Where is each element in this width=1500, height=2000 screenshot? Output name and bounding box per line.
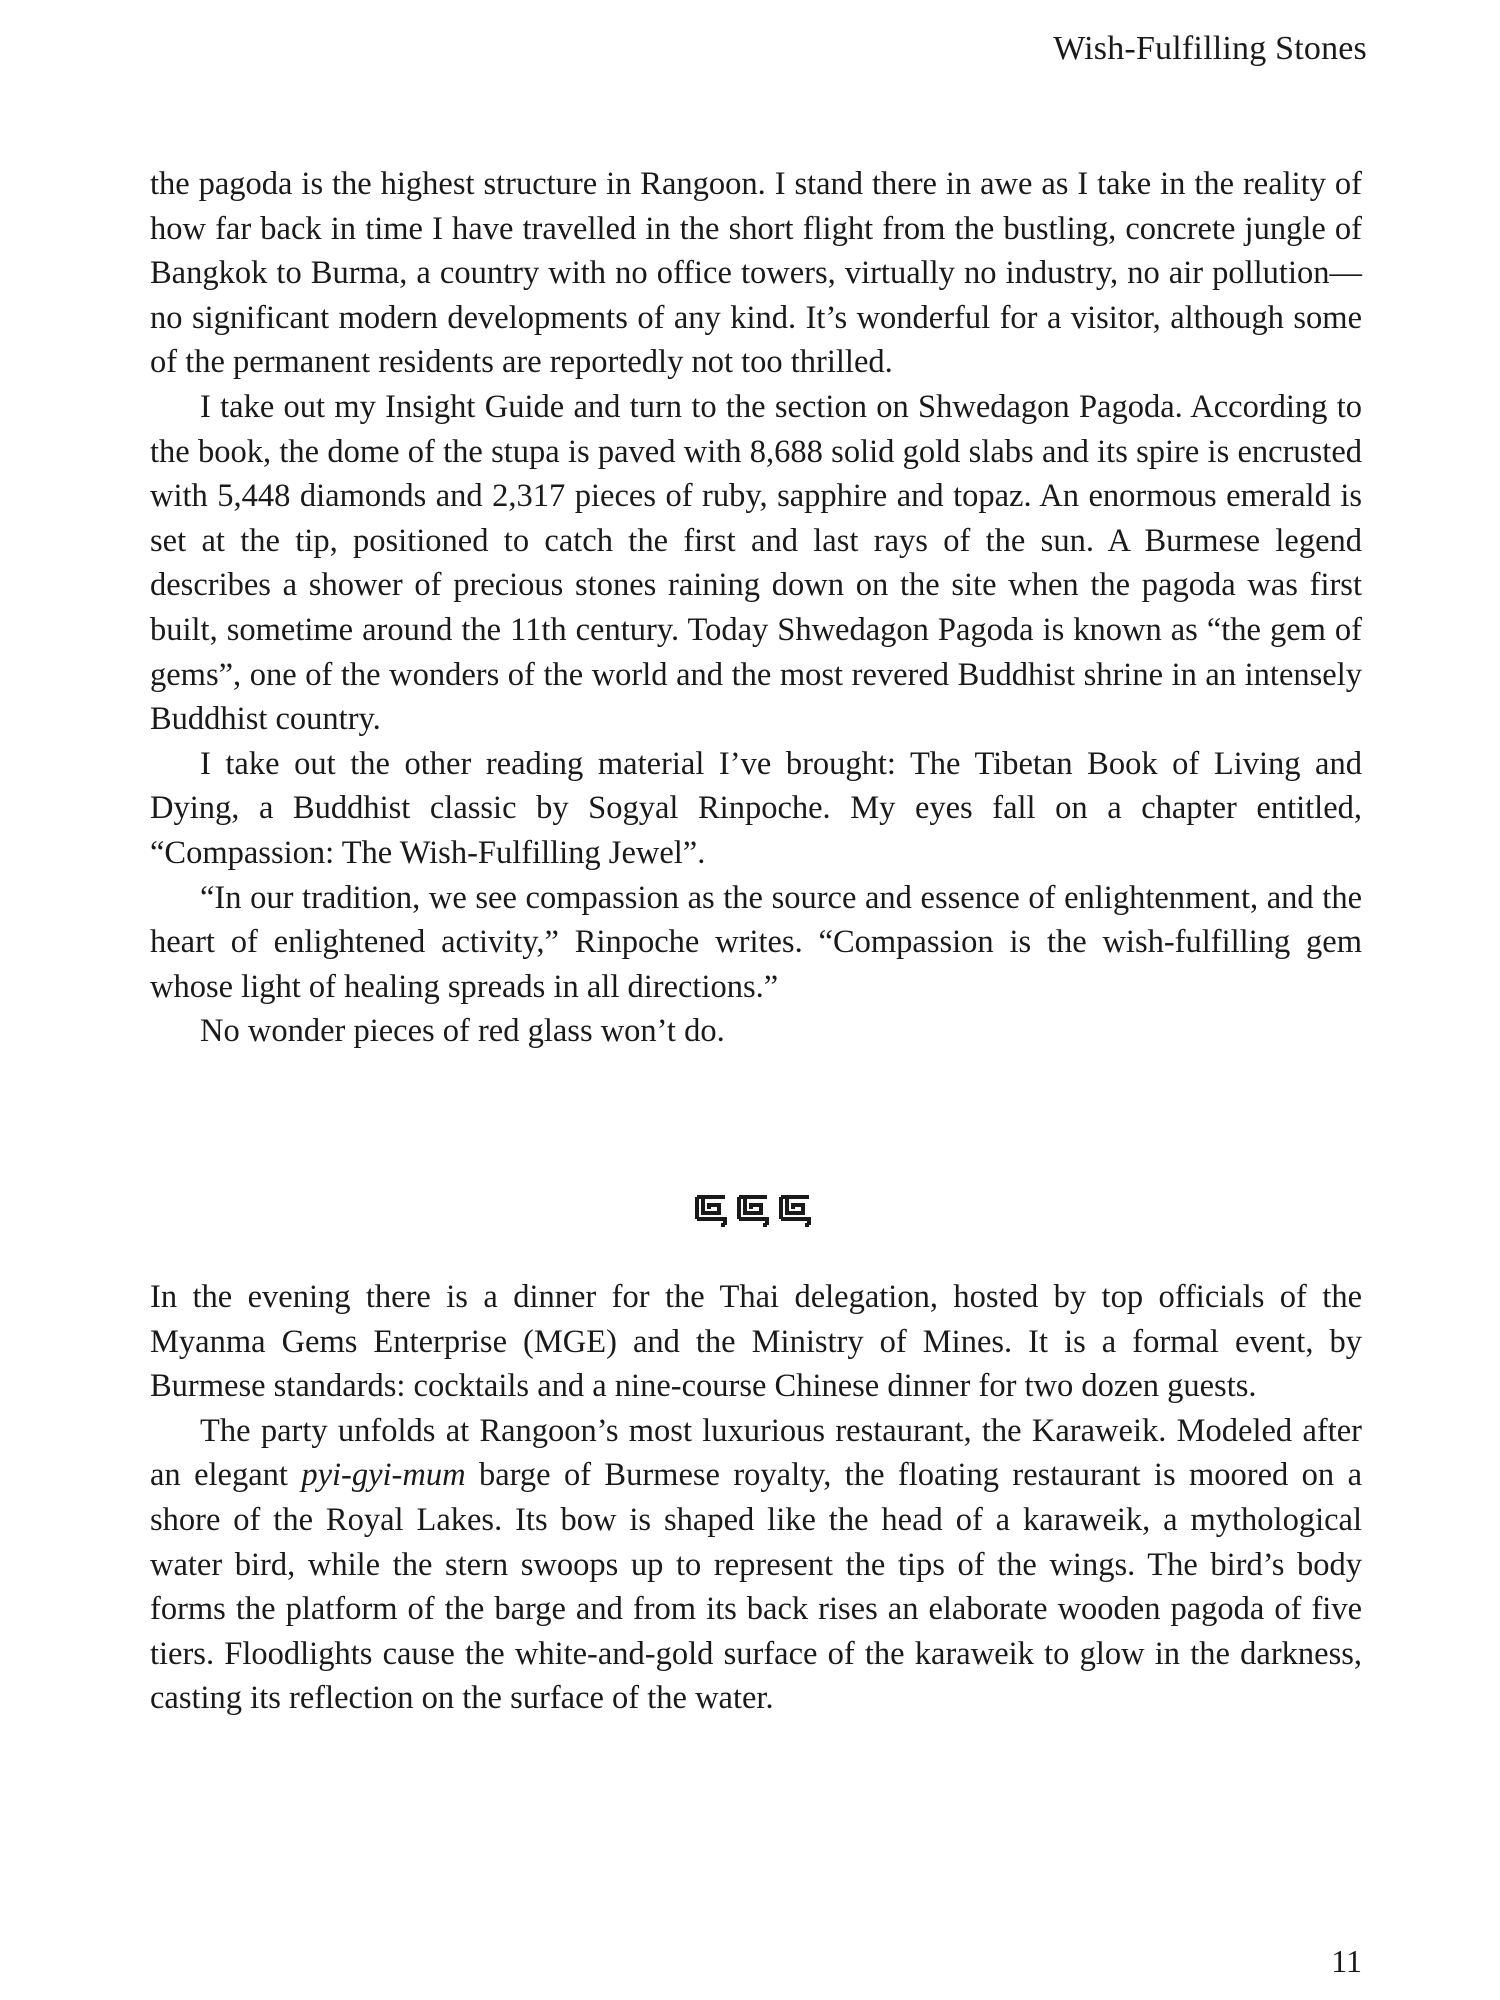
paragraph-red-glass: No wonder pieces of red glass won’t do. — [200, 1013, 725, 1050]
section-break-fret-icon — [737, 1193, 769, 1229]
paragraph-karaweik — [150, 1409, 1362, 1721]
barge-term-italic: pyi-gyi-mum — [301, 1457, 466, 1494]
page-number: 11 — [1331, 1943, 1362, 1979]
paragraph-rinpoche-quote: “In our tradition, we see compassion as the source and essence of enlightenment, and the heart of enlightened activity,” Rinpoche writes. “Compassion is the wish-fulfilling gem whose light of healing spreads in all directions.” — [150, 879, 1362, 1005]
running-header-title: Wish-Fulfilling Stones — [1053, 30, 1367, 67]
section-break-ornament — [695, 1193, 815, 1233]
paragraph-continuation: the pagoda is the highest structure in Rangoon. I stand there in awe as I take in the reality of how far back in time I have travelled in the short flight from the bustling, concrete jungle of Bangkok to Burma, a country with no office towers, virtually no industry, no air pollution—no significant modern developments of any kind. It’s wonderful for a visitor, although some of the permanent residents are reportedly not too thrilled. — [150, 166, 1362, 381]
karaweik-text-before: The party unfolds at Rangoon’s most luxurious restaurant, the Karaweik. Modeled after an elegant — [150, 1412, 1362, 1494]
section-break-fret-icon — [695, 1193, 727, 1229]
paragraph-insight-guide: I take out my Insight Guide and turn to the section on Shwedagon Pagoda. According to the book, the dome of the stupa is paved with 8,688 solid gold slabs and its spire is encrusted with 5,448 diamonds and 2,317 pieces of ruby, sapphire and topaz. An enormous emerald is set at the tip, positioned to catch the first and last rays of the sun. A Burmese legend describes a shower of precious stones raining down on the site when the pagoda was first built, sometime around the 11th century. Today Shwedagon Pagoda is known as “the gem of gems”, one of the wonders of the world and the most revered Buddhist shrine in an intensely Buddhist country. — [150, 388, 1362, 738]
paragraph-dinner: In the evening there is a dinner for the Thai delegation, hosted by top officials of the Myanma Gems Enterprise (MGE) and the Ministry of Mines. It is a formal event, by Burmese standards: cocktails and a nine-course Chinese dinner for two dozen guests. — [150, 1279, 1362, 1405]
karaweik-text-after: barge of Burmese royalty, the floating restaurant is moored on a shore of the Royal Lakes. Its bow is shaped like the head of a karaweik, a mythological water bird, while the stern swoops up to represent the tips of the wings. The bird’s body forms the platform of the barge and from its back rises an elaborate wooden pagoda of five tiers. Floodlights cause the white-and-gold surface of the karaweik to glow in the darkness, casting its reflection on the surface of the water. — [150, 1457, 1362, 1717]
section-one — [150, 162, 1362, 1054]
section-two — [150, 1275, 1362, 1721]
section-break-fret-icon — [779, 1193, 811, 1229]
paragraph-tibetan-book: I take out the other reading material I’ve brought: The Tibetan Book of Living and Dying, a Buddhist classic by Sogyal Rinpoche. My eyes fall on a chapter entitled, “Compassion: The Wish-Fulfilling Jewel”. — [150, 745, 1362, 871]
